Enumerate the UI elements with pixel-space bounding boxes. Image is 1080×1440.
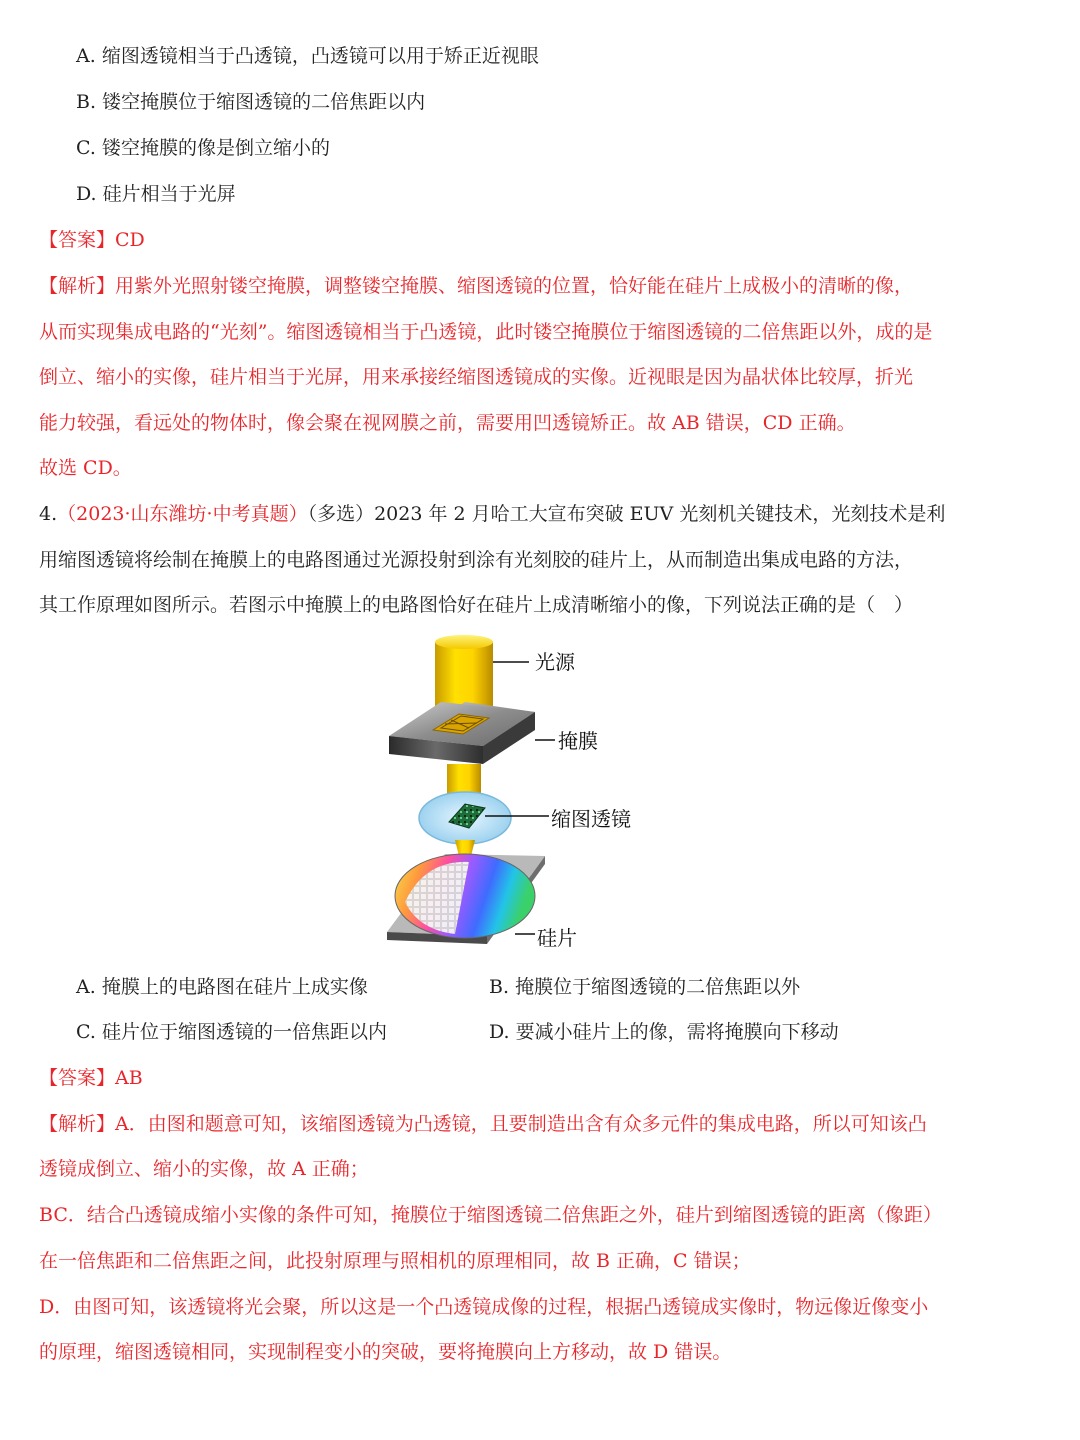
q4-analysis-line-2: 透镜成倒立、缩小的实像，故 A 正确； (39, 1158, 369, 1180)
analysis-tag: 【解析】 (39, 275, 116, 297)
prev-analysis-line-4: 能力较强，看远处的物体时，像会聚在视网膜之前，需要用凹透镜矫正。故 AB 错误，CD 正确。 (39, 412, 856, 434)
mask-plate (389, 702, 535, 764)
question-4-stem-line-1: 4.（2023·山东潍坊·中考真题）（多选）2023 年 2 月哈工大宣布突破 EUV 光刻机关键技术，光刻技术是利 (39, 503, 946, 525)
analysis-tag: 【解析】 (39, 1113, 116, 1135)
q4-answer (39, 1063, 143, 1093)
prev-analysis-line-2: 从而实现集成电路的“光刻”。缩图透镜相当于凸透镜，此时镂空掩膜位于缩图透镜的二倍焦距以外，成的是 (39, 321, 933, 343)
prev-option-d: D. 硅片相当于光屏 (76, 183, 236, 205)
answer-value: AB (115, 1067, 143, 1089)
silicon-wafer (395, 854, 535, 938)
reduction-lens (419, 792, 511, 844)
question-4-stem-line-2: 用缩图透镜将绘制在掩膜上的电路图通过光源投射到涂有光刻胶的硅片上，从而制造出集成电路的方法， (39, 549, 914, 571)
label-light-source: 光源 (535, 650, 575, 674)
prev-answer (39, 225, 145, 255)
prev-analysis-line-5: 故选 CD。 (39, 457, 132, 479)
prev-option-b: B. 镂空掩膜位于缩图透镜的二倍焦距以内 (76, 91, 426, 113)
q4-analysis-line-4: 在一倍焦距和二倍焦距之间，此投射原理与照相机的原理相同，故 B 正确，C 错误； (39, 1250, 751, 1272)
lithography-diagram-svg (385, 634, 685, 960)
q4-analysis-line-5: D．由图可知，该透镜将光会聚，所以这是一个凸透镜成像的过程，根据凸透镜成实像时，物远像近像变小 (39, 1296, 929, 1318)
label-lens: 缩图透镜 (551, 807, 631, 831)
q4-option-b: B. 掩膜位于缩图透镜的二倍焦距以外 (489, 976, 801, 998)
prev-option-a: A. 缩图透镜相当于凸透镜，凸透镜可以用于矫正近视眼 (76, 45, 539, 67)
question-source: （2023·山东潍坊·中考真题） (57, 503, 308, 525)
q4-option-c: C. 硅片位于缩图透镜的一倍焦距以内 (76, 1021, 387, 1043)
prev-analysis-line-1: 【解析】用紫外光照射镂空掩膜，调整镂空掩膜、缩图透镜的位置，恰好能在硅片上成极小的清晰的像， (39, 275, 914, 297)
q4-analysis-line-3: BC．结合凸透镜成缩小实像的条件可知，掩膜位于缩图透镜二倍焦距之外，硅片到缩图透镜的距离（像距） (39, 1204, 942, 1226)
q4-option-a: A. 掩膜上的电路图在硅片上成实像 (76, 976, 368, 998)
question-4-stem-line-3: 其工作原理如图所示。若图示中掩膜上的电路图恰好在硅片上成清晰缩小的像，下列说法正确的是（ ） (39, 594, 914, 616)
answer-tag: 【答案】 (39, 229, 116, 251)
question-number: 4. (39, 503, 58, 525)
answer-tag: 【答案】 (39, 1067, 116, 1089)
prev-analysis-line-3: 倒立、缩小的实像，硅片相当于光屏，用来承接经缩图透镜成的实像。近视眼是因为晶状体比较厚，折光 (39, 366, 914, 388)
q4-option-d: D. 要减小硅片上的像，需将掩膜向下移动 (489, 1021, 839, 1043)
label-mask: 掩膜 (558, 729, 598, 753)
answer-value: CD (115, 229, 145, 251)
label-wafer: 硅片 (537, 926, 577, 950)
q4-analysis-line-1: 【解析】A．由图和题意可知，该缩图透镜为凸透镜，且要制造出含有众多元件的集成电路，所以可知该凸 (39, 1113, 927, 1135)
beam-mask-to-lens (447, 764, 481, 794)
prev-option-c: C. 镂空掩膜的像是倒立缩小的 (76, 137, 330, 159)
q4-analysis-line-6: 的原理，缩图透镜相同，实现制程变小的突破，要将掩膜向上方移动，故 D 错误。 (39, 1341, 732, 1363)
lithography-diagram (385, 634, 685, 960)
